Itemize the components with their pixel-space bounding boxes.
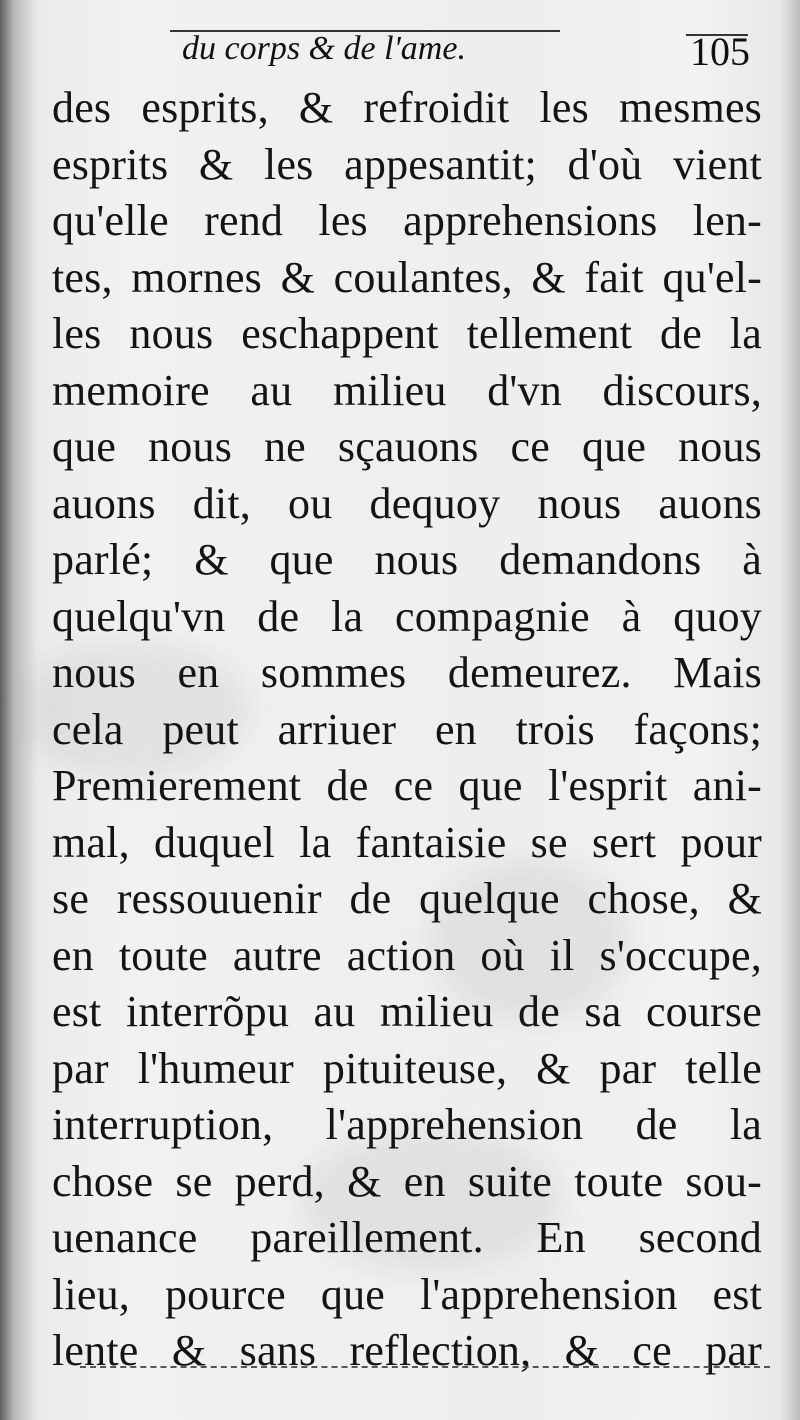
text-line: nous en sommes demeurez. Mais <box>52 648 762 697</box>
text-line: auons dit, ou dequoy nous auons <box>52 478 762 528</box>
page-number: 105 <box>690 29 750 74</box>
text-line: memoire au milieu d'vn discours, <box>52 365 762 415</box>
text-line: en toute autre action où il s'occupe, <box>52 930 762 980</box>
running-head: du corps & de l'ame. <box>182 30 466 67</box>
text-line: tes, mornes & coulantes, & fait qu'el- <box>52 252 762 302</box>
text-line: interruption, l'apprehension de la <box>52 1100 762 1149</box>
text-line: lieu, pource que l'apprehension est <box>52 1269 762 1319</box>
text-line: les nous eschappent tellement de la <box>52 309 762 358</box>
text-line: esprits & les appesantit; d'où vient <box>52 139 762 189</box>
text-line: que nous ne sçauons ce que nous <box>52 422 762 471</box>
text-line: par l'humeur pituiteuse, & par telle <box>52 1043 762 1093</box>
bottom-rule <box>80 1366 770 1368</box>
text-line: chose se perd, & en suite toute sou- <box>52 1156 762 1206</box>
text-line: mal, duquel la fantaisie se sert pour <box>52 817 762 867</box>
body-text <box>52 80 762 1380</box>
text-line: Premierement de ce que l'esprit ani- <box>52 761 762 810</box>
text-line: cela peut arriuer en trois façons; <box>52 704 762 754</box>
text-line: parlé; & que nous demandons à <box>52 535 762 584</box>
text-line: uenance pareillement. En second <box>52 1213 762 1262</box>
text-line: lente & sans reflection, & ce par <box>52 1326 762 1375</box>
text-line: est interrõpu au milieu de sa course <box>52 987 762 1036</box>
text-line: quelqu'vn de la compagnie à quoy <box>52 591 762 641</box>
text-line: se ressouuenir de quelque chose, & <box>52 874 762 923</box>
text-line: des esprits, & refroidit les mesmes <box>52 83 762 132</box>
text-line: qu'elle rend les apprehensions len- <box>52 196 762 245</box>
